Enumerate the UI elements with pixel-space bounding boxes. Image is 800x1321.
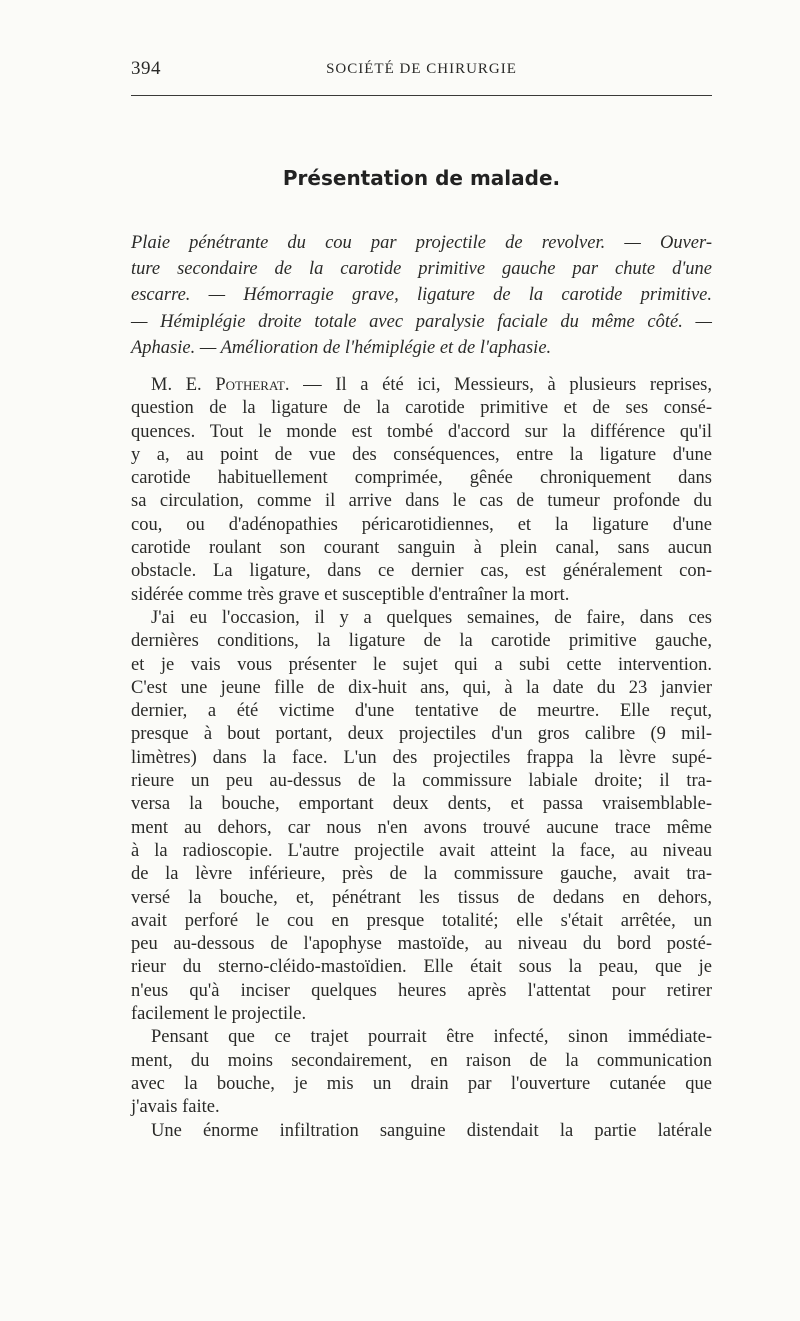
body-line: dernier, a été victime d'une tentative de meurtre. Elle reçut,	[131, 701, 712, 722]
body-line: y a, au point de vue des conséquences, entre la ligature d'une	[131, 444, 712, 465]
page-header	[131, 58, 712, 82]
body-line: cou, ou d'adénopathies péricarotidiennes, et la ligature d'une	[131, 514, 712, 535]
running-head: SOCIÉTÉ DE CHIRURGIE	[326, 61, 517, 77]
body-line: peu au-dessous de l'apophyse mastoïde, au niveau du bord posté-	[131, 934, 712, 955]
body-line: rieure un peu au-dessus de la commissure labiale droite; il tra-	[131, 771, 712, 792]
body-line: n'eus qu'à inciser quelques heures après l'attentat pour retirer	[131, 980, 712, 1001]
body-line: dernières conditions, la ligature de la carotide primitive gauche,	[131, 631, 712, 652]
body-line: versa la bouche, emportant deux dents, et passa vraisemblable-	[131, 794, 712, 815]
body-line: obstacle. La ligature, dans ce dernier cas, est généralement con-	[131, 561, 712, 582]
case-summary	[131, 230, 712, 361]
summary-line: Aphasie. — Amélioration de l'hémiplégie et de l'aphasie.	[131, 337, 552, 358]
body-line: C'est une jeune fille de dix-huit ans, qui, à la date du 23 janvier	[131, 677, 712, 698]
body-line: j'avais faite.	[131, 1097, 220, 1118]
summary-line: ture secondaire de la carotide primitive gauche par chute d'une	[131, 259, 712, 280]
body-line: à la radioscopie. L'autre projectile avait atteint la face, au niveau	[131, 840, 712, 861]
speaker-prefix: M. E.	[151, 375, 216, 395]
body-line: quences. Tout le monde est tombé d'accord sur la différence qu'il	[131, 421, 712, 442]
speaker-name: Potherat	[215, 375, 285, 395]
body-line: rieur du sterno-cléido-mastoïdien. Elle était sous la peau, que je	[131, 957, 712, 978]
body-line: avec la bouche, je mis un drain par l'ouverture cutanée que	[131, 1073, 712, 1094]
body-text	[131, 374, 712, 1143]
page-number: 394	[131, 58, 161, 79]
body-line: Une énorme infiltration sanguine distendait la partie latérale	[151, 1120, 712, 1141]
summary-line: — Hémiplégie droite totale avec paralysie faciale du même côté. —	[131, 311, 712, 332]
body-line: facilement le projectile.	[131, 1004, 307, 1025]
body-line: carotide habituellement comprimée, gênée chroniquement dans	[131, 468, 712, 489]
header-rule	[131, 95, 712, 96]
body-line: J'ai eu l'occasion, il y a quelques semaines, de faire, dans ces	[151, 607, 712, 628]
body-line: limètres) dans la face. L'un des projectiles frappa la lèvre supé-	[131, 747, 712, 768]
speaker-line	[131, 374, 712, 397]
body-line: sa circulation, comme il arrive dans le cas de tumeur profonde du	[131, 491, 712, 512]
body-line: et je vais vous présenter le sujet qui a subi cette intervention.	[131, 654, 712, 675]
summary-line: escarre. — Hémorragie grave, ligature de la carotide primitive.	[131, 285, 712, 306]
body-line: ment, du moins secondairement, en raison de la communication	[131, 1050, 712, 1071]
body-line: ment au dehors, car nous n'en avons trouvé aucune trace même	[131, 817, 712, 838]
summary-line: Plaie pénétrante du cou par projectile de revolver. — Ouver-	[131, 233, 712, 253]
body-line: sidérée comme très grave et susceptible d'entraîner la mort.	[131, 584, 570, 605]
body-line: de la lèvre inférieure, près de la commissure gauche, avait tra-	[131, 864, 712, 885]
speaker-rest: . — Il a été ici, Messieurs, à plusieurs reprises,	[284, 375, 712, 395]
body-line: Pensant que ce trajet pourrait être infecté, sinon immédiate-	[151, 1027, 712, 1048]
section-title: Présentation de malade.	[282, 166, 561, 190]
body-line: versé la bouche, et, pénétrant les tissus de dedans en dehors,	[131, 887, 712, 908]
body-line: question de la ligature de la carotide primitive et de ses consé-	[131, 398, 712, 419]
body-line: presque à bout portant, deux projectiles d'un gros calibre (9 mil-	[131, 724, 712, 745]
body-line: carotide roulant son courant sanguin à plein canal, sans aucun	[131, 538, 712, 559]
body-line: avait perforé le cou en presque totalité; elle s'était arrêtée, un	[131, 910, 712, 931]
